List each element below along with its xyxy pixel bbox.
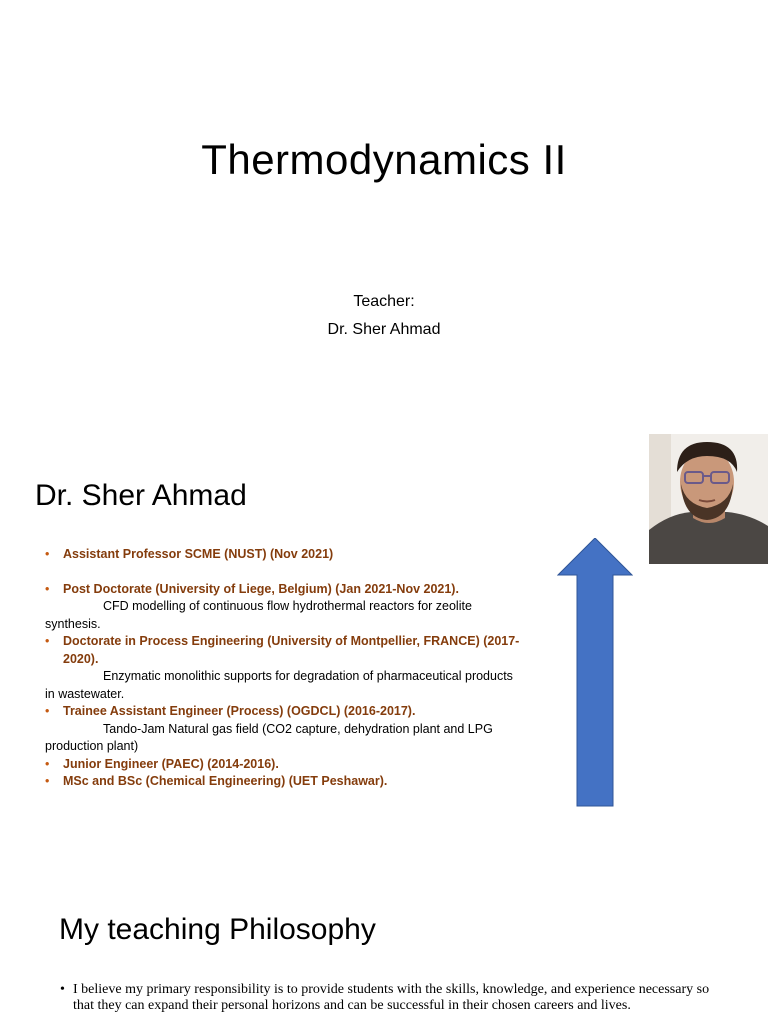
bio-item-msc-bsc: • MSc and BSc (Chemical Engineering) (UET Peshawar).: [45, 773, 525, 791]
teacher-photo: [649, 434, 768, 564]
bio-heading: Dr. Sher Ahmad: [35, 479, 247, 512]
bio-spacer: [45, 564, 525, 581]
bio-desc-trainee-engineer: Tando-Jam Natural gas field (CO2 capture, dehydration plant and LPG production plant): [45, 721, 493, 753]
philosophy-slide: [0, 864, 768, 1024]
teacher-block: [0, 288, 768, 344]
bio-slide: [0, 432, 768, 864]
bio-desc-doctorate: Enzymatic monolithic supports for degradation of pharmaceutical products in wastewater.: [45, 669, 513, 701]
up-arrow-shape: [557, 538, 633, 808]
bio-desc-post-doctorate: CFD modelling of continuous flow hydrothermal reactors for zeolite synthesis.: [45, 599, 472, 631]
teacher-label: Teacher:: [353, 293, 415, 310]
title-slide: [0, 0, 768, 432]
philosophy-text: • I believe my primary responsibility is to provide students with the skills, knowledge, and experience necessary so that they can expand their personal horizons and can be successful in their chosen careers and lives.: [60, 982, 713, 1014]
bio-item-trainee-engineer: • Trainee Assistant Engineer (Process) (OGDCL) (2016-2017).: [45, 703, 525, 721]
bio-list: [45, 546, 525, 791]
bio-item-post-doctorate: • Post Doctorate (University of Liege, Belgium) (Jan 2021-Nov 2021).: [45, 581, 525, 599]
philosophy-heading: My teaching Philosophy: [59, 913, 376, 946]
course-title: Thermodynamics II: [201, 136, 567, 183]
teacher-name: Dr. Sher Ahmad: [327, 321, 441, 338]
bio-item-junior-engineer: • Junior Engineer (PAEC) (2014-2016).: [45, 756, 525, 774]
bio-item-doctorate: • Doctorate in Process Engineering (University of Montpellier, FRANCE) (2017-2020).: [45, 633, 525, 668]
bio-item-assistant-professor: • Assistant Professor SCME (NUST) (Nov 2021): [45, 546, 525, 564]
